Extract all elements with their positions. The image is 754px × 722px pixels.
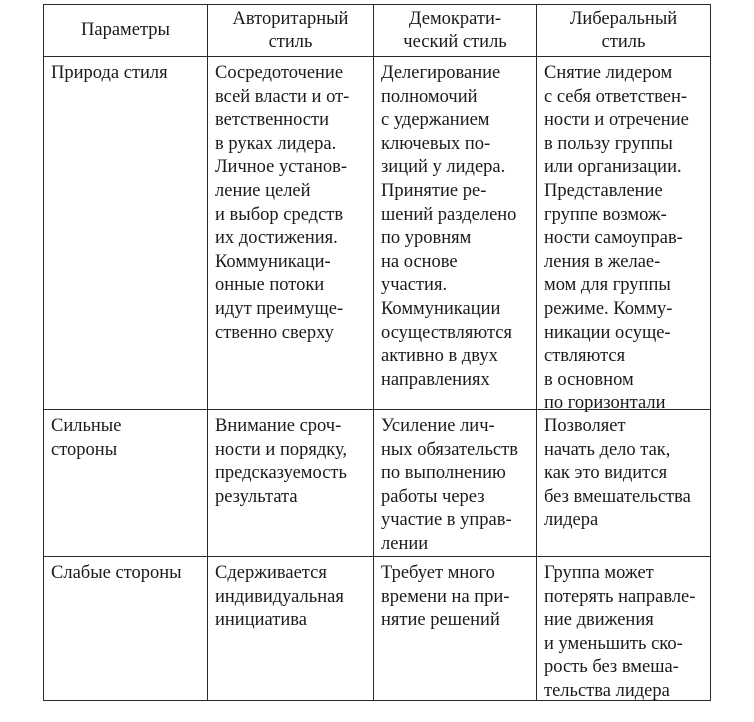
header-parameters: [44, 5, 208, 57]
cell-parameter: [44, 557, 208, 701]
cell-line: онные потоки: [215, 275, 325, 296]
cell-line: Группа может: [544, 563, 654, 583]
cell-line: Сосредоточение: [215, 63, 344, 83]
cell-line: Позволяет: [544, 416, 626, 436]
cell-line: и уменьшить ско-: [544, 633, 683, 654]
cell-line: нятие решений: [381, 610, 500, 631]
cell-line: участие в управ-: [381, 510, 512, 531]
cell-line: инициатива: [215, 610, 307, 631]
header-line: Демократи-: [408, 8, 502, 29]
table-row-strengths: [44, 410, 711, 557]
cell-line: ности и порядку,: [215, 439, 348, 460]
cell-line: Усиление лич-: [381, 416, 495, 436]
cell-line: ление целей: [215, 180, 311, 201]
cell-line: Требует много: [381, 563, 495, 583]
cell-democratic: [374, 557, 537, 701]
cell-line: времени на при-: [381, 586, 510, 607]
cell-line: Снятие лидером: [544, 63, 673, 83]
cell-line: Принятие ре-: [381, 180, 487, 201]
header-liberal: [537, 5, 711, 57]
cell-line: зиций у лидера.: [381, 157, 506, 178]
cell-line: ключевых по-: [381, 133, 491, 154]
table-row-weaknesses: [44, 557, 711, 701]
cell-democratic: [374, 57, 537, 410]
cell-line: Личное установ-: [215, 157, 347, 178]
cell-line: в пользу группы: [544, 133, 673, 154]
cell-line: ние движения: [544, 610, 654, 631]
cell-line: участия.: [381, 275, 448, 296]
cell-line: в руках лидера.: [215, 133, 337, 154]
cell-line: всей власти и от-: [215, 86, 350, 107]
cell-line: Представление: [544, 180, 663, 201]
cell-line: Внимание сроч-: [215, 416, 342, 436]
cell-authoritarian: [208, 557, 374, 701]
cell-authoritarian: [208, 410, 374, 557]
cell-line: Слабые стороны: [51, 563, 182, 583]
leadership-styles-table: [43, 4, 711, 701]
cell-line: с удержанием: [381, 110, 490, 131]
cell-democratic: [374, 410, 537, 557]
cell-line: лидера: [544, 510, 599, 531]
cell-line: результата: [215, 486, 298, 507]
cell-line: Коммуникаци-: [215, 251, 331, 272]
cell-line: лении: [381, 533, 429, 554]
table-row-style-nature: [44, 57, 711, 410]
cell-line: без вмешательства: [544, 486, 691, 507]
cell-line: тельства лидера: [544, 680, 670, 701]
cell-line: ственно сверху: [215, 322, 334, 343]
header-line: Авторитарный: [232, 8, 349, 29]
cell-line: по уровням: [381, 228, 472, 249]
cell-line: ствляются: [544, 346, 626, 367]
cell-line: и выбор средств: [215, 204, 344, 225]
cell-line: активно в двух: [381, 346, 498, 367]
cell-line: на основе: [381, 251, 458, 272]
cell-line: полномочий: [381, 86, 478, 107]
cell-line: стороны: [51, 439, 118, 460]
header-row: [44, 5, 711, 57]
cell-parameter: [44, 410, 208, 557]
cell-liberal: [537, 557, 711, 701]
cell-line: Сильные: [51, 416, 122, 436]
cell-line: направлениях: [381, 369, 490, 390]
cell-line: шений разделено: [381, 204, 517, 225]
cell-line: ветственности: [215, 110, 329, 131]
cell-line: Природа стиля: [51, 63, 168, 83]
header-line: Либеральный: [569, 8, 678, 29]
header-authoritarian: [208, 5, 374, 57]
header-democratic: [374, 5, 537, 57]
cell-line: осуществляются: [381, 322, 512, 343]
cell-line: рость без вмеша-: [544, 657, 679, 678]
cell-line: Делегирование: [381, 63, 501, 83]
cell-line: с себя ответствен-: [544, 86, 688, 107]
cell-line: режиме. Комму-: [544, 298, 673, 319]
cell-line: Коммуникации: [381, 298, 501, 319]
cell-line: ных обязательств: [381, 439, 518, 460]
cell-liberal: [537, 410, 711, 557]
cell-line: никации осуще-: [544, 322, 671, 343]
cell-line: работы через: [381, 486, 485, 507]
cell-line: ления в желае-: [544, 251, 661, 272]
cell-line: в основном: [544, 369, 634, 390]
cell-line: или организации.: [544, 157, 682, 178]
cell-line: начать дело так,: [544, 439, 671, 460]
cell-line: как это видится: [544, 463, 668, 484]
cell-line: Сдерживается: [215, 563, 327, 583]
header-line: ческий стиль: [403, 31, 507, 52]
cell-line: ности самоуправ-: [544, 228, 683, 249]
cell-line: по выполнению: [381, 463, 506, 484]
header-line: стиль: [268, 31, 313, 52]
cell-line: группе возмож-: [544, 204, 667, 225]
cell-liberal: [537, 57, 711, 414]
cell-parameter: [44, 57, 208, 410]
cell-line: предсказуемость: [215, 463, 347, 484]
header-line: Параметры: [81, 20, 170, 40]
cell-line: потерять направле-: [544, 586, 696, 607]
cell-authoritarian: [208, 57, 374, 410]
cell-line: по горизонтали: [544, 393, 666, 414]
cell-line: мом для группы: [544, 275, 671, 296]
cell-line: их достижения.: [215, 228, 338, 249]
cell-line: индивидуальная: [215, 586, 344, 607]
header-line: стиль: [601, 31, 646, 52]
cell-line: ности и отречение: [544, 110, 689, 131]
cell-line: идут преимуще-: [215, 298, 344, 319]
